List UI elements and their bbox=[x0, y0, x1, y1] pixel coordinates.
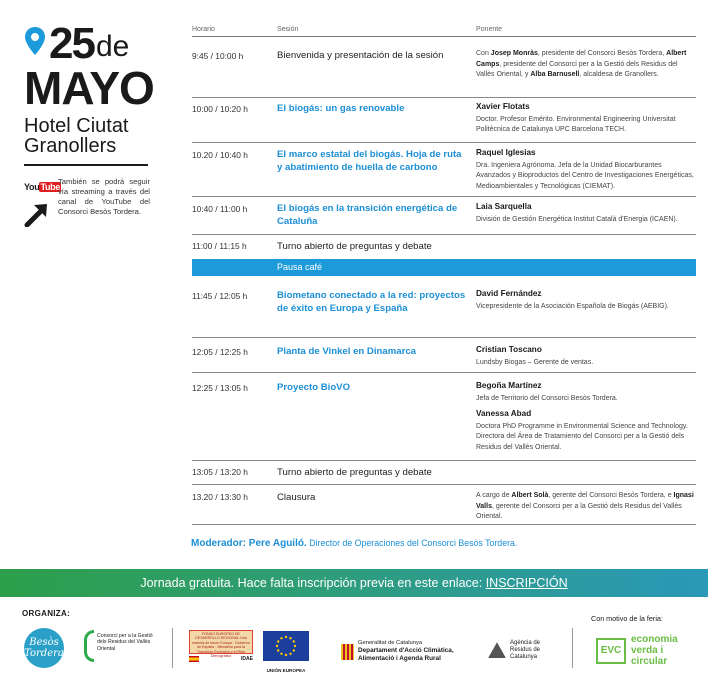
table-row bbox=[192, 491, 696, 523]
agencia-residus-logo bbox=[488, 640, 554, 660]
row-session: Proyecto BioVO bbox=[277, 382, 351, 393]
event-de: de bbox=[95, 30, 130, 63]
feder-logo-text: FONDO EUROPEO DE DESARROLLO REGIONAL Una manera de hacer Europa · Gobierno de España · Ministerio para la Transición Ecológica y el Reto Demográfico bbox=[189, 630, 253, 654]
youtube-text: También se podrá seguir vía streaming a través del canal de YouTube del Consorci Besòs Tordera. bbox=[58, 177, 150, 216]
speaker-name: Raquel Iglesias bbox=[476, 148, 536, 157]
speaker-role: Doctora PhD Programme in Environmental Science and Technology. Directora del Área de Tratamiento del Consorci per a la Gestió dels Residus del Vallès Oriental. bbox=[476, 422, 688, 451]
row-divider bbox=[192, 337, 696, 338]
row-time: 10:00 / 10:20 h bbox=[192, 104, 248, 114]
speaker-role: Lundsby Biogas – Gerente de ventas. bbox=[476, 358, 594, 366]
coffee-break-bar bbox=[192, 259, 696, 276]
event-month: MAYO bbox=[24, 62, 154, 114]
row-speaker bbox=[476, 381, 696, 453]
row-divider bbox=[192, 97, 696, 98]
row-session: El biogás: un gas renovable bbox=[277, 103, 405, 114]
consorci-logo-text: Consorci per a la Gestió dels Residus del Vallès Oriental bbox=[97, 633, 153, 652]
row-divider bbox=[192, 142, 696, 143]
evc-logo-text: economia verda i circular bbox=[631, 634, 678, 667]
row-speaker bbox=[476, 202, 696, 228]
speaker-name: Laia Sarquella bbox=[476, 202, 532, 211]
row-speaker: A cargo de Albert Solà, gerente del Consorci Besòs Tordera, e Ignasi Valls, gerente del Consorci per a la Gestió dels Residus del Vallès Oriental. bbox=[476, 492, 694, 520]
row-session: Clausura bbox=[277, 492, 316, 503]
row-time: 13:05 / 13:20 h bbox=[192, 467, 248, 477]
table-header bbox=[192, 26, 696, 37]
row-session: Biometano conectado a la red: proyectos de éxito en Europa y España bbox=[277, 290, 466, 314]
row-time: 10.20 / 10:40 h bbox=[192, 150, 248, 160]
table-row bbox=[192, 148, 696, 192]
row-divider bbox=[192, 484, 696, 485]
organiza-label: ORGANIZA: bbox=[22, 609, 71, 618]
row-divider bbox=[192, 196, 696, 197]
row-divider bbox=[192, 524, 696, 525]
feder-gobierno-logo bbox=[189, 630, 253, 666]
speaker-name: Begoña Martínez bbox=[476, 381, 542, 390]
table-row bbox=[192, 345, 696, 368]
header-session: Sesión bbox=[277, 26, 299, 33]
arrow-pointer-icon bbox=[24, 201, 50, 227]
consorci-mark-icon bbox=[84, 630, 94, 662]
agencia-mark-icon bbox=[488, 642, 506, 658]
speaker-name-inline: Alba Barnusell bbox=[530, 71, 580, 78]
eu-logo bbox=[263, 631, 309, 673]
speaker-role: Vicepresidente de la Asociación Española de Biogás (AEBIG). bbox=[476, 302, 669, 310]
table-row bbox=[192, 49, 696, 81]
speaker-name: Cristian Toscano bbox=[476, 345, 542, 354]
youtube-logo-you: You bbox=[24, 182, 40, 192]
row-time: 9:45 / 10:00 h bbox=[192, 51, 244, 61]
table-row bbox=[192, 240, 696, 253]
event-day: 25 bbox=[49, 19, 94, 68]
speaker-role: Dra. Ingeniera Agrónoma. Jefa de la Unidad Biocarburantes Avanzados y Bioproductos del Centro de Investigaciones Energéticas, Medioambientales y Tecnológicas (CIEMAT). bbox=[476, 161, 694, 190]
table-row bbox=[192, 102, 696, 136]
registration-text: Jornada gratuita. Hace falta inscripción previa en este enlace: bbox=[140, 576, 486, 590]
evc-box: EVC bbox=[596, 638, 626, 664]
logo-divider bbox=[172, 628, 173, 668]
row-time: 12:05 / 12:25 h bbox=[192, 347, 248, 357]
speaker-name: David Fernández bbox=[476, 289, 542, 298]
row-speaker bbox=[476, 102, 696, 136]
row-speaker bbox=[476, 289, 696, 315]
speaker-name-inline: Albert Solà bbox=[511, 492, 549, 499]
generalitat-line-1: Generalitat de Catalunya bbox=[358, 640, 423, 646]
schedule-table bbox=[192, 26, 696, 520]
row-speaker: Con Josep Monràs, presidente del Consorci Besòs Tordera, Albert Camps, presidente del Consorci per a la Gestió dels Residus del Vallès Oriental, y Alba Barnusell, alcaldesa de Granollers. bbox=[476, 50, 687, 78]
registration-link[interactable]: INSCRIPCIÓN bbox=[485, 576, 568, 590]
row-session: Turno abierto de preguntas y debate bbox=[277, 467, 432, 478]
speaker-name: Xavier Flotats bbox=[476, 102, 530, 111]
row-divider bbox=[192, 460, 696, 461]
generalitat-logo bbox=[341, 640, 488, 663]
header-time: Horario bbox=[192, 26, 215, 33]
youtube-logo[interactable] bbox=[24, 182, 61, 193]
row-divider bbox=[192, 372, 696, 373]
speaker-role: División de Gestión Energética Institut Català d'Energia (ICAEN). bbox=[476, 215, 678, 223]
moderator-label: Moderador: Pere Aguiló. bbox=[191, 538, 307, 549]
speaker-name-inline: Josep Monràs bbox=[490, 50, 538, 57]
speaker-name-inline: Ignasi Valls bbox=[476, 492, 694, 510]
spain-flag-icon bbox=[189, 656, 199, 662]
row-time: 11:00 / 11:15 h bbox=[192, 241, 247, 251]
idae-logo: IDAE bbox=[241, 656, 253, 662]
coffee-break-label: Pausa café bbox=[277, 262, 323, 272]
venue-divider bbox=[24, 164, 148, 166]
row-session: Bienvenida y presentación de la sesión bbox=[277, 50, 444, 61]
consorci-residus-logo bbox=[84, 630, 157, 662]
table-row bbox=[192, 202, 696, 228]
senyera-icon bbox=[341, 644, 354, 660]
eu-label: UNIÓN EUROPEA bbox=[266, 668, 306, 673]
row-session: Planta de Vinkel en Dinamarca bbox=[277, 346, 416, 357]
table-row bbox=[192, 381, 696, 453]
date bbox=[24, 19, 152, 68]
row-time: 11:45 / 12:05 h bbox=[192, 291, 248, 301]
speaker-role: Doctor. Profesor Emérito. Environmental Engineering Universitat Politècnica de Catalunya UPC Barcelona TECH. bbox=[476, 115, 676, 133]
event-header bbox=[24, 20, 152, 232]
row-session: El biogás en la transición energética de Cataluña bbox=[277, 203, 458, 227]
location-pin-icon bbox=[24, 26, 46, 56]
feria-label: Con motivo de la feria: bbox=[591, 614, 663, 623]
table-row bbox=[192, 466, 696, 479]
speaker-name-inline: Albert Camps bbox=[476, 50, 687, 68]
besos-tordera-logo: Besòs Tordera bbox=[24, 628, 64, 668]
speaker-name: Vanessa Abad bbox=[476, 409, 532, 418]
logo-divider bbox=[572, 628, 573, 668]
venue-line-1: Hotel Ciutat bbox=[24, 115, 129, 137]
evc-logo bbox=[596, 634, 691, 667]
moderator-line bbox=[191, 538, 517, 549]
header-speaker: Ponente bbox=[476, 26, 503, 33]
table-row bbox=[192, 289, 696, 315]
row-session: El marco estatal del biogás. Hoja de ruta y abatimiento de huella de carbono bbox=[277, 149, 462, 173]
venue-line-2: Granollers bbox=[24, 135, 117, 157]
row-speaker bbox=[476, 345, 696, 368]
youtube-notice bbox=[24, 177, 152, 232]
registration-bar bbox=[0, 569, 708, 597]
row-time: 10:40 / 11:00 h bbox=[192, 204, 248, 214]
moderator-detail: Director de Operaciones del Consorci Besòs Tordera. bbox=[309, 538, 518, 548]
row-speaker bbox=[476, 148, 696, 192]
speaker-role: Jefa de Territorio del Consorci Besòs Tordera. bbox=[476, 394, 618, 402]
eu-flag-icon bbox=[263, 631, 309, 661]
row-time: 13.20 / 13:30 h bbox=[192, 492, 248, 502]
generalitat-line-2: Departament d'Acció Climàtica, Alimentació i Agenda Rural bbox=[358, 647, 454, 662]
agencia-logo-text: Agència de Residus de Catalunya bbox=[510, 640, 541, 660]
row-time: 12:25 / 13:05 h bbox=[192, 383, 248, 393]
youtube-logo-tube: Tube bbox=[40, 182, 61, 192]
row-session: Turno abierto de preguntas y debate bbox=[277, 241, 432, 252]
row-divider bbox=[192, 234, 696, 235]
